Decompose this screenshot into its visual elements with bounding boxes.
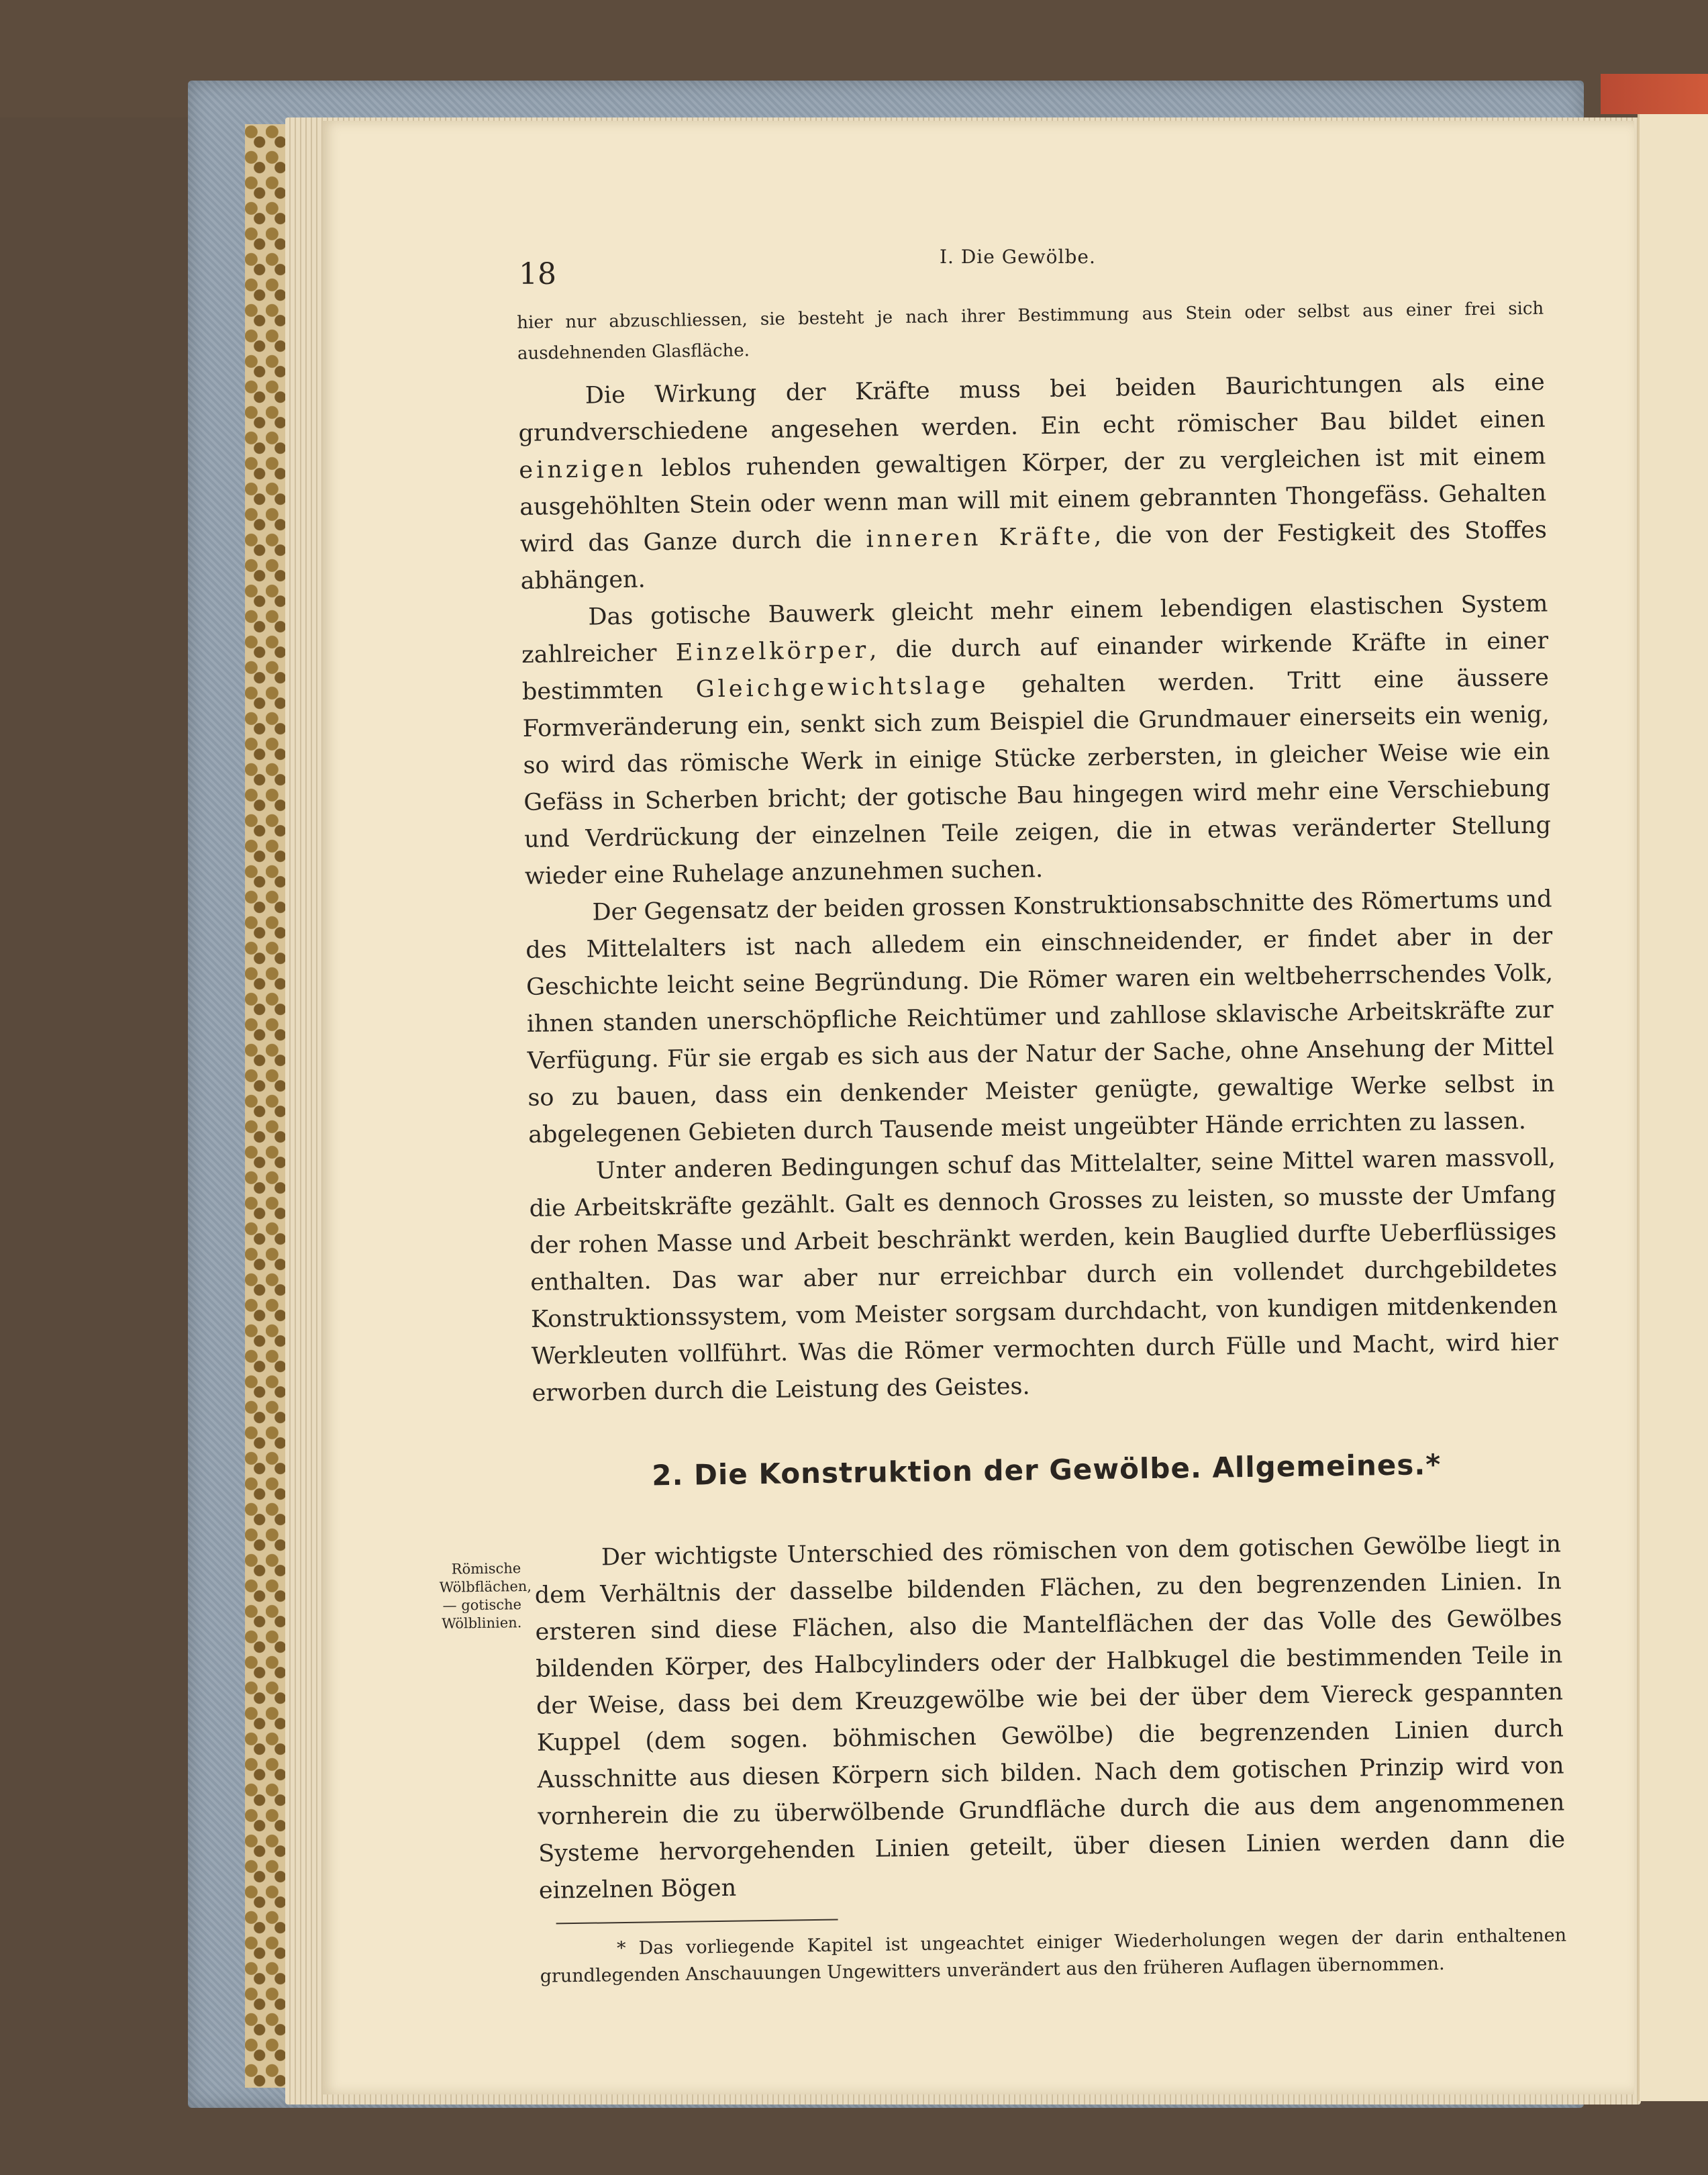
running-title: I. Die Gewölbe. [940, 246, 1096, 268]
emphasis: inneren Kräfte [866, 523, 1095, 553]
text-run: , die durch auf einander wirkende Kräfte in einer bestimmten [521, 627, 1549, 706]
facing-page [1638, 114, 1708, 2101]
bookmark-ribbon [1601, 74, 1708, 114]
footnote-divider [556, 1919, 838, 1925]
paragraph-2 [521, 586, 1552, 896]
text-run: leblos ruhenden gewaltigen Körper, der zu vergleichen ist mit einem ausgehöhlten Stein oder wenn man will mit einem gebrannten Thongefäss. Gehalten wird das Ganze durch die [519, 442, 1547, 558]
marbled-endpaper [245, 124, 287, 2088]
footnote: * Das vorliegende Kapitel ist ungeachtet einiger Wiederholungen wegen der darin enthaltenen grundlegenden Anschauungen Ungewitters unverändert aus den früheren Auflagen übernommen. [540, 1925, 1567, 1987]
text-run: gehalten werden. Tritt eine äussere Formveränderung ein, senkt sich zum Beispiel die Grundmauer einerseits ein wenig, so wird das römische Werk in einige Stücke zerbersten, in gleicher Weise wie ein Gefäss in Scherben bricht; der gotische Bau hingegen wird mehr eine Verschiebung und Verdrückung der einzelnen Teile zeigen, die in etwas veränderter Stellung wieder eine Ruhelage anzunehmen suchen. [522, 664, 1552, 890]
text-run: , die von der Festigkeit des Stoffes abhängen. [520, 516, 1548, 595]
page-content [439, 293, 1567, 1990]
paragraph-4: Unter anderen Bedingungen schuf das Mittelalter, seine Mittel waren massvoll, die Arbeitskräfte gezählt. Galt es dennoch Grosses zu leisten, so musste der Umfang der rohen Masse und Arbeit beschränkt werden, kein Bauglied durfte Ueberflüssiges enthalten. Das war aber nur erreichbar durch ein vollendet durchgebildetes Konstruktionssystem, vom Meister sorgsam durchdacht, von kundigen mitdenkenden Werkleuten vollführt. Was die Römer vermochten durch Fülle und Macht, wird hier erworben durch die Leistung des Geistes. [529, 1144, 1558, 1407]
text-run: Das gotische Bauwerk gleicht mehr einem lebendigen elastischen System zahlreicher [521, 590, 1548, 669]
margin-note: Römische Wölbflächen, — gotische Wölblinien. [439, 1560, 532, 1632]
page-number: 18 [519, 257, 556, 291]
section-heading: 2. Die Konstruktion der Gewölbe. Allgemeines.* [651, 1447, 1442, 1492]
section-body [439, 1526, 1566, 1909]
paragraph-5: Der wichtigste Unterschied des römischen von dem gotischen Gewölbe liegt in dem Verhältnis der dasselbe bildenden Flächen, zu den begrenzenden Linien. In ersteren sind diese Flächen, also die Mantelflächen der das Volle des Gewölbes bildenden Körper, des Halbcylinders oder der Halbkugel die bestimmenden Teile in der Weise, dass bei dem Kreuzgewölbe wie bei der über dem Viereck gespannten Kuppel (dem sogen. böhmischen Gewölbe) die begrenzenden Linien durch Ausschnitte aus diesen Körpern sich bilden. Nach dem gotischen Prinzip wird von vornherein die zu überwölbende Grundfläche durch die aus dem angenommenen Systeme hervorgehenden Linien geteilt, über diesen Linien werden dann die einzelnen Bögen [534, 1531, 1566, 1904]
emphasis: Gleichgewichtslage [695, 672, 989, 704]
paragraph-1 [517, 365, 1547, 600]
emphasis: Einzelkörper [675, 636, 870, 667]
emphasis: einzigen [519, 455, 647, 484]
text-run: Die Wirkung der Kräfte muss bei beiden Baurichtungen als eine grundverschiedene angesehen werden. Ein echt römischer Bau bildet einen [518, 369, 1546, 447]
intro-text: hier nur abzuschliessen, sie besteht je nach ihrer Bestimmung aus Stein oder selbst aus einer frei sich ausdehnenden Glasfläche. [517, 298, 1544, 364]
paragraph-3: Der Gegensatz der beiden grossen Konstruktionsabschnitte des Römertums und des Mittelalters ist nach alledem ein einschneidender, er findet aber in der Geschichte leicht seine Begründung. Die Römer waren ein weltbeherrschendes Volk, ihnen standen unerschöpfliche Reichtümer und zahllose sklavische Arbeitskräfte zur Verfügung. Für sie ergab es sich aus der Natur der Sache, ohne Ansehung der Mittel so zu bauen, dass ein denkender Meister genügte, gewaltige Werke selbst in abgelegenen Gebieten durch Tausende meist ungeübter Hände errichten zu lassen. [525, 885, 1555, 1149]
